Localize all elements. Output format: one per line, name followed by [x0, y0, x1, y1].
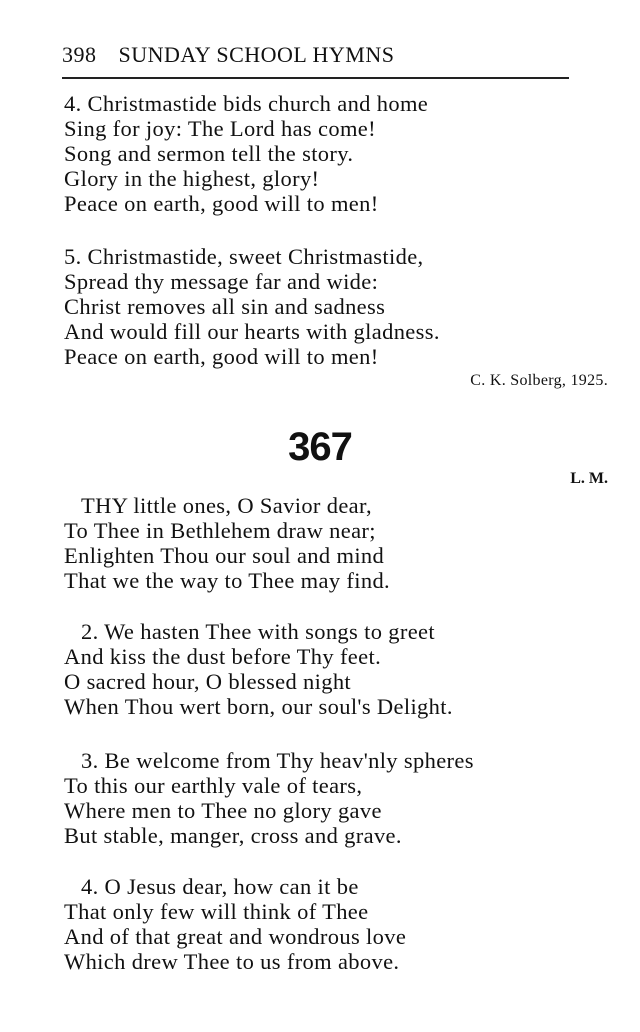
verse-line: Glory in the highest, glory!: [64, 166, 320, 191]
verse-line: And kiss the dust before Thy feet.: [64, 644, 382, 669]
book-title: SUNDAY SCHOOL HYMNS: [118, 42, 395, 67]
verse-line: That we the way to Thee may find.: [64, 568, 391, 593]
hymn-meter: L. M.: [570, 470, 608, 487]
page-number: 398: [62, 42, 97, 67]
verse-line: O sacred hour, O blessed night: [64, 669, 352, 694]
prev-hymn-verse-4: [0, 91, 428, 216]
hymn-verse-1: [0, 493, 390, 593]
verse-line: To Thee in Bethlehem draw near;: [64, 518, 376, 543]
hymn-verse-4: [0, 874, 406, 974]
verse-line: Enlighten Thou our soul and mind: [64, 543, 385, 568]
prev-hymn-verse-5: [0, 244, 440, 369]
verse-line: 5. Christmastide, sweet Christmastide,: [64, 244, 424, 269]
hymn-verse-2: [0, 619, 453, 719]
hymn-number: 367: [288, 425, 352, 469]
verse-line: Spread thy message far and wide:: [64, 269, 379, 294]
verse-line: When Thou wert born, our soul's Delight.: [64, 694, 453, 719]
header-rule: [62, 77, 569, 79]
verse-line: But stable, manger, cross and grave.: [64, 823, 402, 848]
verse-line: 4. Christmastide bids church and home: [64, 91, 429, 116]
verse-line: To this our earthly vale of tears,: [64, 773, 363, 798]
verse-line: Peace on earth, good will to men!: [64, 344, 379, 369]
verse-line: Christ removes all sin and sadness: [64, 294, 386, 319]
page-header: [62, 42, 395, 68]
verse-line: THY little ones, O Savior dear,: [81, 493, 372, 518]
verse-line: And of that great and wondrous love: [64, 924, 407, 949]
verse-line: 4. O Jesus dear, how can it be: [81, 874, 359, 899]
verse-line: Peace on earth, good will to men!: [64, 191, 379, 216]
verse-line: Sing for joy: The Lord has come!: [64, 116, 376, 141]
hymn-verse-3: [0, 748, 474, 848]
verse-line: Where men to Thee no glory gave: [64, 798, 382, 823]
verse-line: That only few will think of Thee: [64, 899, 369, 924]
author-credit: C. K. Solberg, 1925.: [470, 372, 608, 389]
verse-line: Song and sermon tell the story.: [64, 141, 354, 166]
verse-line: Which drew Thee to us from above.: [64, 949, 400, 974]
verse-line: 2. We hasten Thee with songs to greet: [81, 619, 435, 644]
verse-line: And would fill our hearts with gladness.: [64, 319, 440, 344]
verse-line: 3. Be welcome from Thy heav'nly spheres: [81, 748, 474, 773]
